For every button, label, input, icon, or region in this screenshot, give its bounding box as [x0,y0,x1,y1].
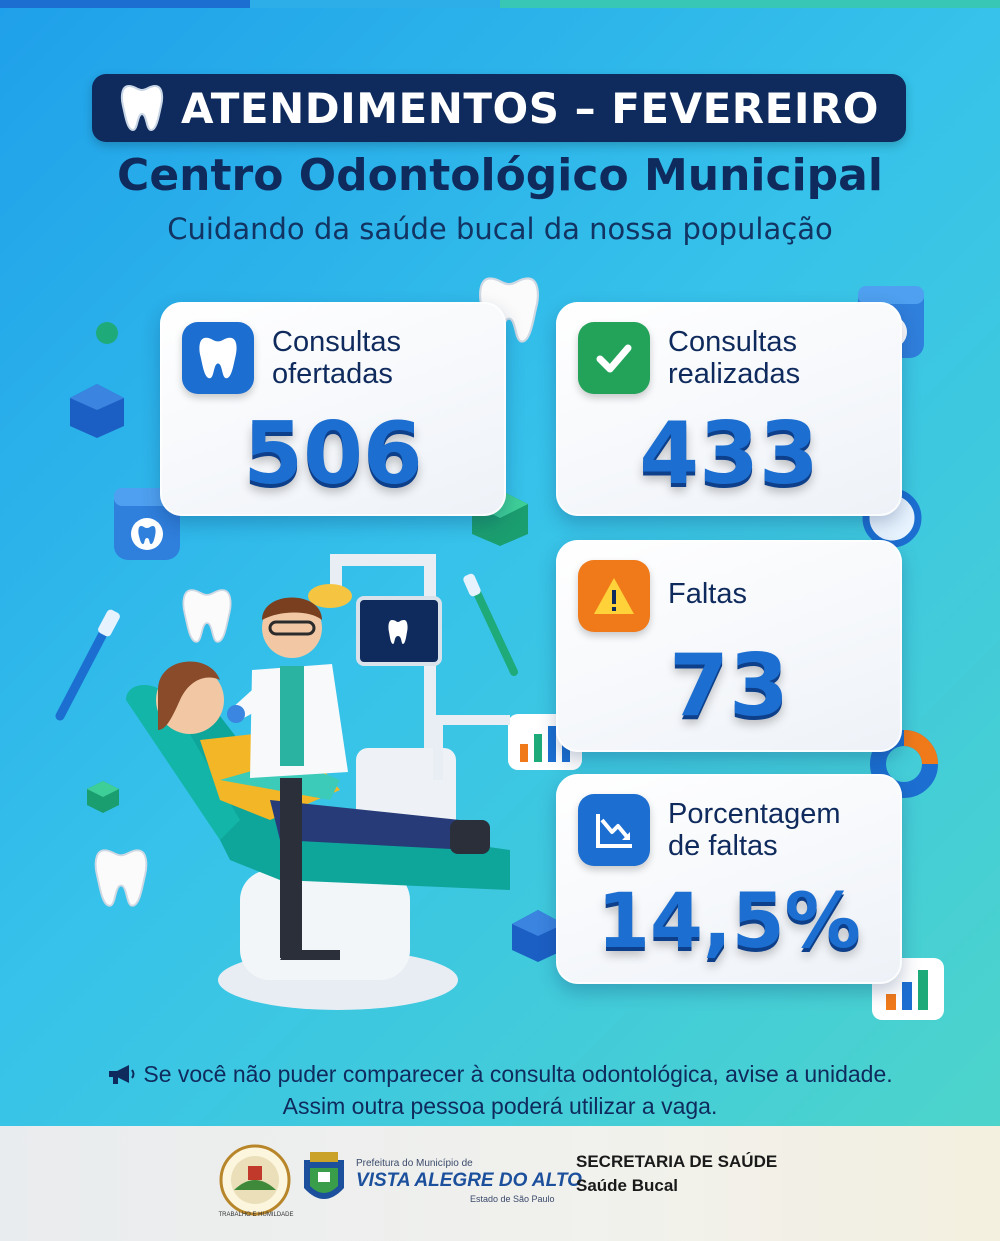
stat-label-line1: Faltas [668,578,747,610]
stat-card-consultas-ofertadas [160,302,506,516]
check-icon [578,322,650,394]
stat-label-line2: ofertadas [272,358,393,390]
stat-label [668,326,800,390]
page-subtitle: Centro Odontológico Municipal [117,150,883,201]
stat-value: 433 [639,404,819,504]
notice-message [0,1058,1000,1122]
page-tagline: Cuidando da saúde bucal da nossa população [167,212,833,246]
stat-label-line1: Consultas [272,326,401,358]
notice-line1-wrapper [0,1058,1000,1090]
stat-label [272,326,401,390]
stat-label-line1: Consultas [668,326,797,358]
stat-value: 14,5% [597,876,861,965]
prefeitura-label: Prefeitura do Município de [356,1158,473,1169]
warning-icon [578,560,650,632]
notice-line1: Se você não puder comparecer à consulta odontológica, avise a unidade. [143,1061,893,1087]
stat-label-line1: Porcentagem [668,798,841,830]
title-banner [92,74,906,142]
notice-line2: Assim outra pessoa poderá utilizar a vaga. [282,1093,718,1119]
stat-label-line2: de faltas [668,830,778,862]
stat-value: 73 [669,636,789,736]
stat-label [668,578,747,610]
stat-card-consultas-realizadas [556,302,902,516]
page-title: ATENDIMENTOS – FEVEREIRO [181,83,879,133]
tooth-icon [119,82,165,134]
stat-label [668,798,841,862]
seal-caption: TRABALHO E HUMILDADE [218,1212,294,1218]
footer-bar [0,1126,1000,1241]
secretaria-title: SECRETARIA DE SAÚDE [576,1152,778,1171]
municipality-name: VISTA ALEGRE DO ALTO [356,1170,582,1191]
top-color-strip [0,0,1000,8]
department-name: Saúde Bucal [576,1176,679,1195]
state-name: Estado de São Paulo [470,1194,555,1204]
coat-of-arms-logo [298,1148,350,1212]
stat-value: 506 [243,404,423,504]
stat-card-faltas [556,540,902,752]
stat-label-line2: realizadas [668,358,801,390]
trend-down-icon [578,794,650,866]
stat-card-porcentagem-faltas [556,774,902,984]
megaphone-icon [107,1063,137,1085]
tooth-icon [182,322,254,394]
